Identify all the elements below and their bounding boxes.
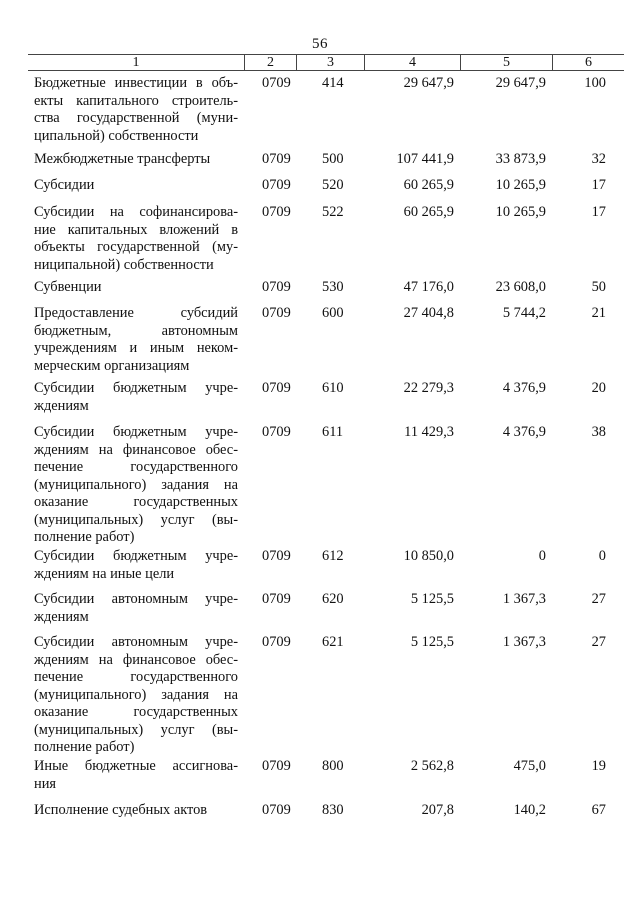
column-header-4: 4 [364,54,460,71]
column-header-1: 1 [28,54,244,71]
row-code: 0709 [262,380,291,396]
row-name [34,548,238,583]
row-plan: 5 125,5 [410,634,454,650]
row-name [34,380,238,415]
row-name-line: Бюджетные инвестиции в объ- [34,75,238,91]
row-name-line: ние капитальных вложений в [34,221,238,238]
row-name-line: (муниципального) задания на [34,476,238,493]
row-plan: 207,8 [421,802,454,818]
row-name-line: оказание государственных [34,494,238,510]
row-expense-type: 522 [322,204,344,220]
row-percent: 38 [591,424,606,440]
row-expense-type: 500 [322,151,344,167]
row-code: 0709 [262,204,291,220]
column-header-3: 3 [296,54,364,71]
row-name-line: Предоставление субсидий [34,305,238,321]
row-plan: 60 265,9 [403,177,454,193]
row-percent: 50 [591,279,606,295]
row-percent: 32 [591,151,606,167]
row-name-line: печение государственного [34,669,238,685]
row-name-line: учреждениям и иным неком- [34,340,238,356]
row-name-line: ципальной) собственности [34,127,199,144]
row-name [34,204,238,274]
row-fact: 4 376,9 [502,380,546,396]
row-percent: 100 [584,75,606,91]
column-header-2: 2 [244,54,296,71]
row-name [34,177,238,195]
row-fact: 23 608,0 [495,279,546,295]
row-fact: 4 376,9 [502,424,546,440]
row-expense-type: 600 [322,305,344,321]
row-name-line: ства государственной (муни- [34,110,238,126]
row-name-line: ния [34,775,57,792]
row-name-line: екты капитального строитель- [34,92,238,109]
row-expense-type: 830 [322,802,344,818]
row-fact: 10 265,9 [495,204,546,220]
row-fact: 29 647,9 [495,75,546,91]
row-code: 0709 [262,802,291,818]
row-expense-type: 414 [322,75,344,91]
row-fact: 1 367,3 [502,591,546,607]
row-name-line: полнение работ) [34,529,135,545]
row-percent: 17 [591,177,606,193]
row-expense-type: 610 [322,380,344,396]
row-expense-type: 520 [322,177,344,193]
row-name-line: Субсидии на софинансирова- [34,204,238,220]
row-name-line: объекты государственной (му- [34,239,238,255]
row-code: 0709 [262,634,291,650]
row-plan: 22 279,3 [403,380,454,396]
row-name-line: ниципальной) собственности [34,256,214,273]
row-name-line: ждениям на иные цели [34,565,175,582]
row-plan: 2 562,8 [410,758,454,774]
row-name-line: Субсидии автономным учре- [34,591,238,607]
row-plan: 107 441,9 [396,151,454,167]
row-name-line: полнение работ) [34,739,135,755]
row-name [34,634,238,757]
row-name-line: (муниципального) задания на [34,686,238,703]
row-name [34,305,238,375]
row-plan: 60 265,9 [403,204,454,220]
row-name [34,758,238,793]
row-percent: 27 [591,591,606,607]
row-expense-type: 611 [322,424,344,440]
row-name-line: Субсидии автономным учре- [34,634,238,650]
row-fact: 5 744,2 [502,305,546,321]
row-name-line: ждениям на финансовое обес- [34,441,238,458]
page-number: 56 [312,36,328,52]
row-percent: 20 [591,380,606,396]
row-percent: 67 [591,802,606,818]
row-plan: 29 647,9 [403,75,454,91]
row-name-line: Субвенции [34,279,102,295]
row-fact: 1 367,3 [502,634,546,650]
row-plan: 5 125,5 [410,591,454,607]
row-fact: 0 [538,548,546,564]
row-fact: 10 265,9 [495,177,546,193]
row-name-line: мерческим организациям [34,357,190,374]
row-name [34,591,238,626]
row-plan: 10 850,0 [403,548,454,564]
row-name-line: Межбюджетные трансферты [34,151,211,167]
row-percent: 21 [591,305,606,321]
row-name-line: (муниципальных) услуг (вы- [34,721,238,738]
row-name-line: Исполнение судебных актов [34,802,208,818]
row-plan: 27 404,8 [403,305,454,321]
row-name [34,802,238,820]
row-percent: 0 [598,548,606,564]
row-percent: 27 [591,634,606,650]
row-name-line: Субсидии бюджетным учре- [34,424,238,440]
row-expense-type: 612 [322,548,344,564]
row-plan: 47 176,0 [403,279,454,295]
row-code: 0709 [262,177,291,193]
row-name-line: ждениям [34,397,89,414]
row-percent: 17 [591,204,606,220]
row-expense-type: 800 [322,758,344,774]
row-code: 0709 [262,75,291,91]
row-name [34,75,238,145]
row-name-line: Субсидии [34,177,95,193]
row-expense-type: 530 [322,279,344,295]
row-name [34,151,238,169]
column-header-5: 5 [460,54,552,71]
row-name-line: печение государственного [34,459,238,475]
row-fact: 475,0 [513,758,546,774]
row-code: 0709 [262,424,291,440]
row-code: 0709 [262,279,291,295]
row-name-line: (муниципальных) услуг (вы- [34,511,238,528]
row-name-line: Субсидии бюджетным учре- [34,548,238,564]
row-code: 0709 [262,758,291,774]
row-fact: 33 873,9 [495,151,546,167]
row-percent: 19 [591,758,606,774]
row-code: 0709 [262,305,291,321]
row-expense-type: 621 [322,634,344,650]
row-name-line: ждениям на финансовое обес- [34,651,238,668]
row-name-line: оказание государственных [34,704,238,720]
row-name-line: Субсидии бюджетным учре- [34,380,238,396]
row-name [34,279,238,297]
row-name-line: бюджетным, автономным [34,322,238,339]
row-code: 0709 [262,548,291,564]
row-name-line: ждениям [34,608,89,625]
row-name-line: Иные бюджетные ассигнова- [34,758,238,774]
row-plan: 11 429,3 [404,424,454,440]
row-fact: 140,2 [513,802,546,818]
row-expense-type: 620 [322,591,344,607]
column-header-6: 6 [552,54,624,71]
row-code: 0709 [262,151,291,167]
row-code: 0709 [262,591,291,607]
row-name [34,424,238,547]
